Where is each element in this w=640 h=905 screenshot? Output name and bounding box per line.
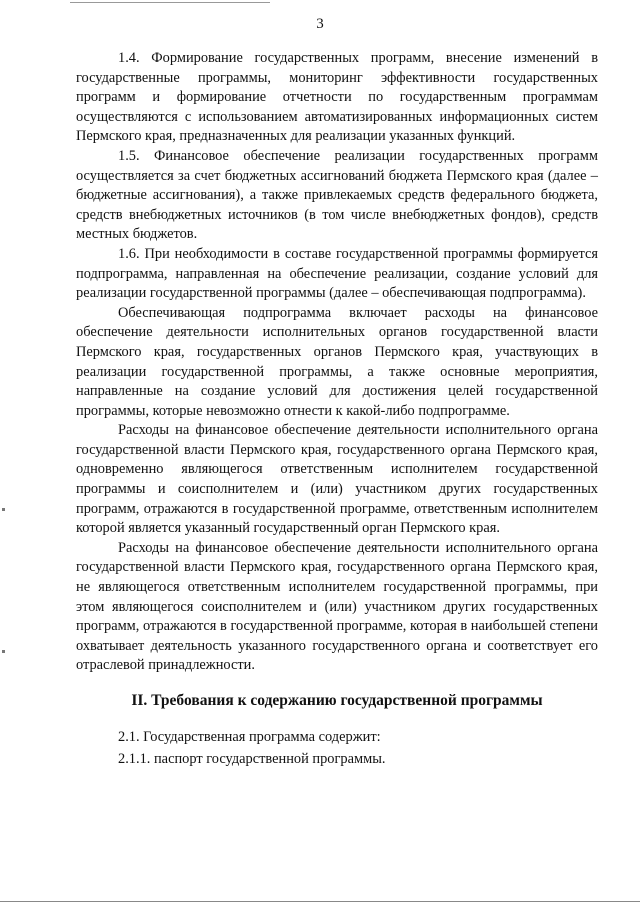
paragraph-1-4: 1.4. Формирование государственных программ, внесение изменений в государственные программы, мониторинг эффективности государственных программ и формирование отчетности по государственным программам осуществляются с использованием автоматизированных информационных систем Пермского края, предназначенных для реализации указанных функций. xyxy=(76,50,598,145)
section-heading: II. Требования к содержанию государственной программы xyxy=(131,692,543,709)
paragraph-expenses-responsible: Расходы на финансовое обеспечение деятельности исполнительного органа государственной власти Пермского края, государственного органа Пермского края, одновременно являющегося ответственным исполнителем государственной программы и соисполнителем и (или) участником других государственных программ, отражаются в государственной программе, ответственным исполнителем которой является указанный государственный орган Пермского края. xyxy=(76,422,598,537)
scan-artifact-top-line xyxy=(70,2,270,3)
scan-artifact-mark xyxy=(2,508,5,511)
paragraph-expenses-coexecutor: Расходы на финансовое обеспечение деятельности исполнительного органа государственной власти Пермского края, государственного органа Пермского края, не являющегося ответственным исполнителем государственной программы, при этом являющегося соисполнителем и (или) участником других государственных программ, отражаются в государственной программе, которая в наибольшей степени охватывает деятельность указанного государственного органа и соответствует его отраслевой принадлежности. xyxy=(76,539,598,674)
list-item-2-1: 2.1. Государственная программа содержит: xyxy=(118,729,381,745)
scan-artifact-mark xyxy=(2,650,5,653)
paragraph-1-5: 1.5. Финансовое обеспечение реализации государственных программ осуществляется за счет бюджетных ассигнований бюджета Пермского края (далее – бюджетные ассигнования), а также привлекаемых средств федерального бюджета, средств внебюджетных источников (в том числе внебюджетных фондов), средств местных бюджетов. xyxy=(76,147,598,243)
paragraph-1-6: 1.6. При необходимости в составе государственной программы формируется подпрограмма, направленная на обеспечение реализации, создание условий для реализации государственной программы (далее – обеспечивающая подпрограмма). xyxy=(76,245,598,302)
document-body xyxy=(76,49,598,770)
list-item-2-1-1: 2.1.1. паспорт государственной программы. xyxy=(118,751,386,767)
paragraph-support-subprogram: Обеспечивающая подпрограмма включает расходы на финансовое обеспечение деятельности исполнительных органов государственной власти Пермского края, государственных органов Пермского края, участвующих в реализации государственной программы, а также основные мероприятия, направленные на создание условий для достижения целей государственной программы, которые невозможно отнести к какой-либо подпрограмме. xyxy=(76,304,598,419)
scan-artifact-bottom-line xyxy=(0,901,640,902)
page-number: 3 xyxy=(316,16,324,32)
